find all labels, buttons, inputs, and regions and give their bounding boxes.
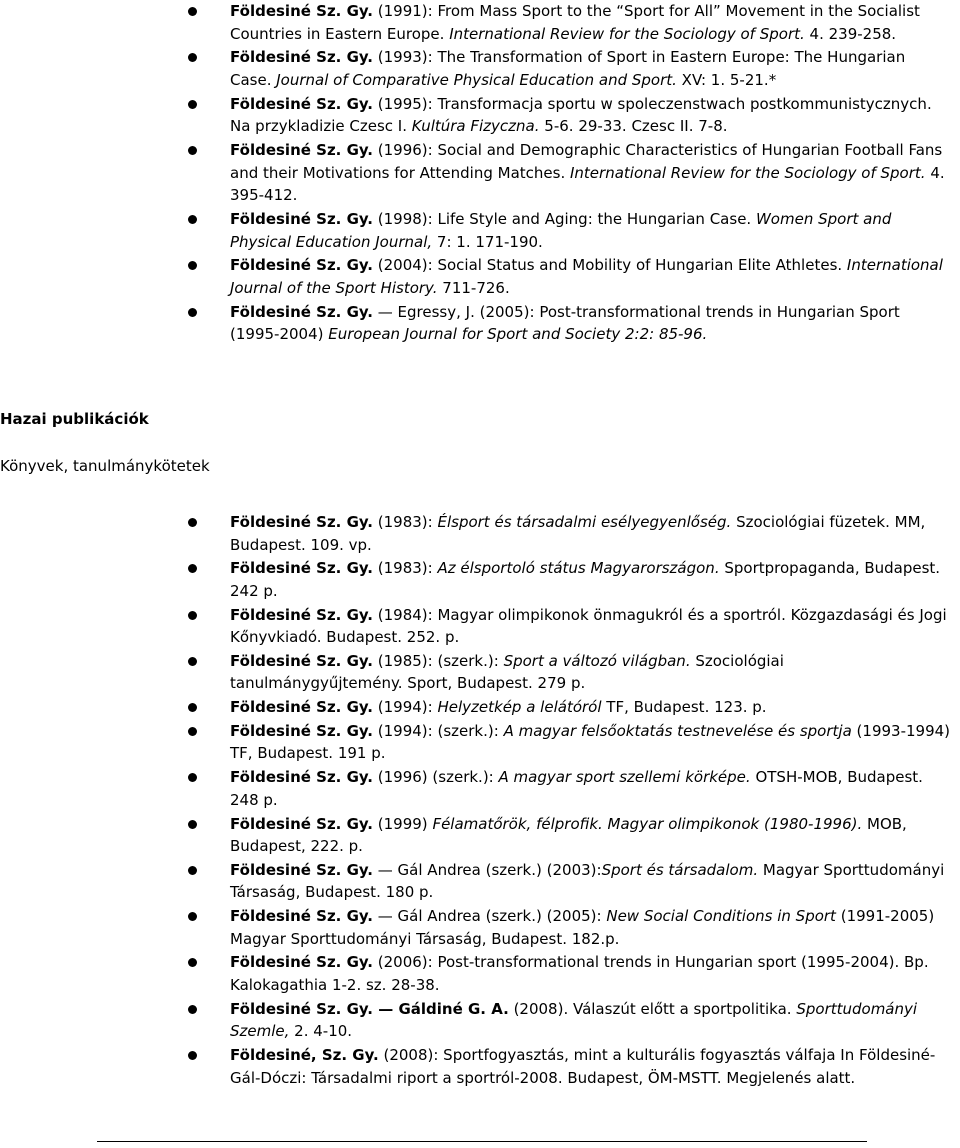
- reference-tail: TF, Budapest. 123. p.: [601, 698, 767, 717]
- reference-author: Földesiné Sz. Gy.: [230, 94, 374, 113]
- reference-text: (1996): Social and Demographic Characteristics of Hungarian Football Fans and their Motivations for Attending Matches.: [230, 141, 943, 182]
- reference-text: (2008): Sportfogyasztás, mint a kulturális fogyasztás válfaja In Földesiné-Gál-Dóczi: Társadalmi riport a sportról-2008. Budapest, ÖM-MSTT. Megjelenés alatt.: [230, 1046, 936, 1087]
- reference-author: Földesiné Sz. Gy.: [230, 2, 374, 20]
- section-heading: Hazai publikációk: [0, 410, 149, 428]
- reference-author: Földesiné Sz. Gy.: [230, 48, 374, 67]
- reference-item: [230, 511, 950, 556]
- hungarian-reference-list: [230, 511, 950, 1090]
- reference-text: (1991): From Mass Sport to the “Sport for All” Movement in the Socialist Countries in Eastern Europe.: [230, 2, 920, 43]
- reference-text: — Egressy, J. (2005): Post-transformational trends in Hungarian Sport (1995-2004): [230, 302, 900, 344]
- reference-tail: Magyar Sporttudományi Társaság, Budapest. 180 p.: [230, 860, 945, 902]
- reference-title: Helyzetkép a lelátóról: [437, 698, 602, 717]
- reference-tail: 4. 239-258.: [804, 24, 897, 43]
- reference-author: Földesiné Sz. Gy.: [230, 559, 374, 578]
- subsection-heading: Könyvek, tanulmánykötetek: [0, 457, 210, 475]
- reference-journal: International Review for the Sociology of Sport.: [449, 24, 805, 43]
- reference-item: [230, 813, 950, 858]
- reference-item: [230, 951, 950, 996]
- reference-title: Az élsportoló státus Magyarországon.: [437, 559, 720, 578]
- reference-item: [230, 905, 950, 950]
- reference-item: [230, 1044, 950, 1089]
- reference-text: — Gál Andrea (szerk.) (2003):: [373, 860, 602, 879]
- reference-item: [230, 301, 950, 346]
- reference-tail: XV: 1. 5-21.*: [676, 70, 777, 89]
- reference-author: Földesiné Sz. Gy.: [230, 768, 374, 787]
- reference-title: Sport a változó világban.: [503, 651, 691, 670]
- reference-author: Földesiné Sz. Gy.: [230, 302, 374, 321]
- reference-text: (1993): The Transformation of Sport in Eastern Europe: The Hungarian Case.: [230, 48, 906, 89]
- reference-item: [230, 998, 950, 1043]
- reference-title: A magyar felsőoktatás testnevelése és sportja: [503, 721, 852, 740]
- reference-author: Földesiné Sz. Gy.: [230, 721, 374, 740]
- reference-text: (2006): Post-transformational trends in Hungarian sport (1995-2004). Bp. Kalokagathia 1-2. sz. 28-38.: [230, 953, 929, 994]
- international-reference-list: [230, 0, 950, 347]
- reference-text: (1994):: [373, 698, 438, 717]
- reference-author: Földesiné, Sz. Gy.: [230, 1046, 379, 1065]
- reference-text: (1985): (szerk.):: [373, 651, 504, 670]
- reference-tail: 7: 1. 171-190.: [432, 232, 543, 251]
- reference-item: [230, 208, 950, 253]
- reference-item: [230, 557, 950, 602]
- reference-item: [230, 859, 950, 904]
- reference-tail: 4. 395-412.: [230, 163, 945, 205]
- reference-title: Sport és társadalom.: [601, 860, 759, 879]
- reference-author: Földesiné Sz. Gy.: [230, 210, 374, 229]
- reference-journal: Kultúra Fizyczna.: [411, 117, 540, 136]
- reference-author: Földesiné Sz. Gy.: [230, 513, 374, 531]
- reference-item: [230, 139, 950, 207]
- reference-tail: 711-726.: [437, 278, 510, 297]
- reference-tail: 2. 4-10.: [289, 1022, 353, 1041]
- reference-text: (2008). Válaszút előtt a sportpolitika.: [508, 999, 797, 1018]
- reference-tail: OTSH-MOB, Budapest. 248 p.: [230, 768, 923, 809]
- reference-author: Földesiné Sz. Gy.: [230, 256, 374, 275]
- reference-item: [230, 254, 950, 299]
- reference-tail: Sportpropaganda, Budapest. 242 p.: [230, 559, 941, 600]
- reference-title: Sporttudományi Szemle,: [230, 999, 918, 1041]
- reference-author: Földesiné Sz. Gy. — Gáldiné G. A.: [230, 999, 509, 1018]
- reference-text: (1984): Magyar olimpikonok önmagukról és a sportról. Közgazdasági és Jogi Kőnyvkiadó. Budapest. 252. p.: [230, 605, 947, 647]
- reference-author: Földesiné Sz. Gy.: [230, 907, 374, 926]
- reference-tail: Szociológiai tanulmánygyűjtemény. Sport, Budapest. 279 p.: [230, 651, 784, 693]
- reference-tail: 5-6. 29-33. Czesc II. 7-8.: [539, 117, 728, 136]
- reference-journal: Journal of Comparative Physical Education and Sport.: [276, 70, 677, 89]
- reference-item: [230, 766, 950, 811]
- reference-journal: International Review for the Sociology of Sport.: [569, 163, 926, 182]
- reference-text: (1983):: [373, 559, 438, 578]
- reference-text: (1996) (szerk.):: [373, 768, 499, 787]
- reference-text: (1995): Transformacja sportu w spoleczenstwach postkommunistycznych. Na przykladizie Czesc I.: [230, 94, 932, 136]
- reference-item: [230, 650, 950, 695]
- reference-author: Földesiné Sz. Gy.: [230, 651, 374, 670]
- reference-item: [230, 696, 950, 719]
- reference-title: New Social Conditions in Sport: [606, 907, 836, 926]
- reference-text: (1999): [373, 814, 433, 833]
- reference-tail: (1993-1994) TF, Budapest. 191 p.: [230, 721, 951, 763]
- reference-text: (1983):: [373, 513, 438, 531]
- reference-author: Földesiné Sz. Gy.: [230, 953, 374, 972]
- reference-title: A magyar sport szellemi körképe.: [498, 768, 751, 787]
- reference-text: (1998): Life Style and Aging: the Hungarian Case.: [373, 210, 756, 229]
- reference-journal: Women Sport and Physical Education Journal,: [230, 210, 892, 251]
- reference-journal: International Journal of the Sport History.: [230, 256, 943, 297]
- reference-title: Félamatőrök, félprofik. Magyar olimpikonok (1980-1996).: [432, 814, 863, 833]
- reference-tail: Szociológiai füzetek. MM, Budapest. 109. vp.: [230, 513, 926, 554]
- reference-item: [230, 46, 950, 91]
- reference-item: [230, 0, 950, 45]
- reference-author: Földesiné Sz. Gy.: [230, 605, 374, 624]
- reference-item: [230, 604, 950, 649]
- reference-item: [230, 93, 950, 138]
- reference-text: (2004): Social Status and Mobility of Hungarian Elite Athletes.: [373, 256, 847, 275]
- reference-author: Földesiné Sz. Gy.: [230, 860, 374, 879]
- reference-tail: (1991-2005) Magyar Sporttudományi Társaság, Budapest. 182.p.: [230, 907, 935, 948]
- reference-author: Földesiné Sz. Gy.: [230, 698, 374, 717]
- reference-title: Élsport és társadalmi esélyegyenlőség.: [437, 513, 732, 531]
- reference-author: Földesiné Sz. Gy.: [230, 141, 374, 160]
- reference-item: [230, 720, 950, 765]
- reference-author: Földesiné Sz. Gy.: [230, 814, 374, 833]
- reference-journal: European Journal for Sport and Society 2:2: 85-96.: [328, 325, 708, 344]
- reference-text: (1994): (szerk.):: [373, 721, 504, 740]
- footer-rule: [97, 1141, 867, 1142]
- reference-tail: MOB, Budapest, 222. p.: [230, 814, 907, 856]
- reference-text: — Gál Andrea (szerk.) (2005):: [373, 907, 607, 926]
